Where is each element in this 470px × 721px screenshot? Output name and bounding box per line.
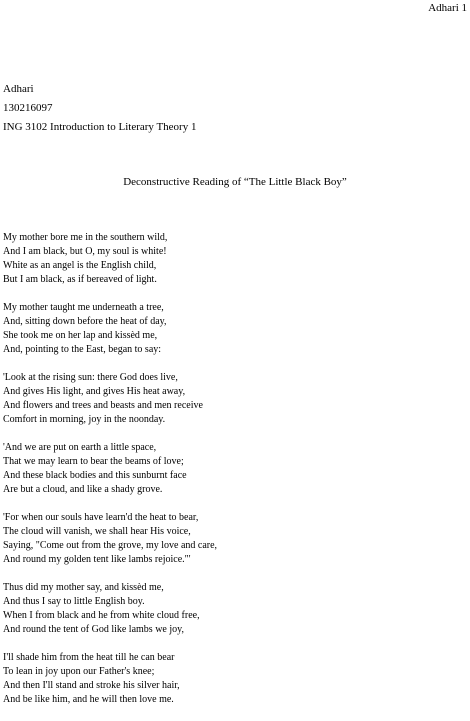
poem-line: And I am black, but O, my soul is white! xyxy=(3,246,167,257)
poem-line: My mother taught me underneath a tree, xyxy=(3,302,164,313)
stanza-6 xyxy=(3,581,217,637)
poem-line: And then I'll stand and stroke his silver hair, xyxy=(3,680,180,691)
poem-line: And, sitting down before the heat of day, xyxy=(3,316,167,327)
poem xyxy=(3,231,217,721)
stanza-2 xyxy=(3,301,217,357)
poem-line: And thus I say to little English boy. xyxy=(3,596,145,607)
poem-line: The cloud will vanish, we shall hear His voice, xyxy=(3,526,191,537)
poem-line: My mother bore me in the southern wild, xyxy=(3,232,168,243)
poem-line: She took me on her lap and kissèd me, xyxy=(3,330,158,341)
poem-line: 'For when our souls have learn'd the heat to bear, xyxy=(3,512,199,523)
poem-line: But I am black, as if bereaved of light. xyxy=(3,274,157,285)
poem-line: That we may learn to bear the beams of love; xyxy=(3,456,184,467)
essay-title: Deconstructive Reading of “The Little Black Boy” xyxy=(123,176,347,188)
poem-line: I'll shade him from the heat till he can bear xyxy=(3,652,175,663)
poem-line: And gives His light, and gives His heat away, xyxy=(3,386,186,397)
stanza-5 xyxy=(3,511,217,567)
poem-line: Thus did my mother say, and kissèd me, xyxy=(3,582,164,593)
poem-line: And be like him, and he will then love me. xyxy=(3,694,174,705)
student-id: 130216097 xyxy=(3,102,53,114)
stanza-4 xyxy=(3,441,217,497)
poem-line: 'Look at the rising sun: there God does live, xyxy=(3,372,178,383)
poem-line: Comfort in morning, joy in the noonday. xyxy=(3,414,166,425)
poem-line: When I from black and he from white cloud free, xyxy=(3,610,200,621)
poem-line: And, pointing to the East, began to say: xyxy=(3,344,162,355)
poem-line: And flowers and trees and beasts and men receive xyxy=(3,400,203,411)
running-head: Adhari 1 xyxy=(428,2,467,14)
poem-line: And these black bodies and this sunburnt face xyxy=(3,470,187,481)
poem-line: White as an angel is the English child, xyxy=(3,260,157,271)
stanza-7 xyxy=(3,651,217,707)
author-name: Adhari xyxy=(3,83,34,95)
poem-line: And round my golden tent like lambs rejoice."' xyxy=(3,554,191,565)
stanza-3 xyxy=(3,371,217,427)
poem-line: Are but a cloud, and like a shady grove. xyxy=(3,484,163,495)
header-block xyxy=(3,80,196,137)
course-title: ING 3102 Introduction to Literary Theory 1 xyxy=(3,121,197,133)
poem-line: To lean in joy upon our Father's knee; xyxy=(3,666,155,677)
poem-line: 'And we are put on earth a little space, xyxy=(3,442,157,453)
poem-line: Saying, "Come out from the grove, my love and care, xyxy=(3,540,218,551)
poem-line: And round the tent of God like lambs we joy, xyxy=(3,624,184,635)
stanza-1 xyxy=(3,231,217,287)
